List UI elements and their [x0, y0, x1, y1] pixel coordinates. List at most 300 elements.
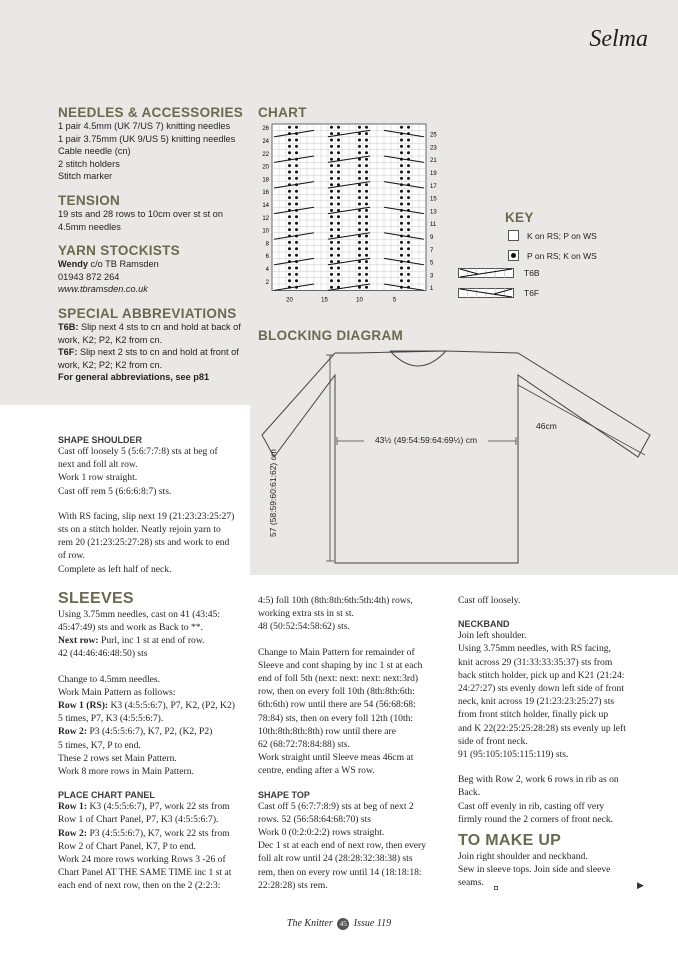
purl-dot — [330, 183, 333, 186]
text-line: row, then on every foll 10th (8th:8th:6th: — [258, 686, 415, 698]
chart-row-label: 14 — [262, 203, 269, 209]
materials-column — [58, 105, 248, 384]
purl-dot — [365, 273, 368, 276]
purl-dot — [400, 222, 403, 225]
purl-dot — [400, 196, 403, 199]
purl-dot — [295, 279, 298, 282]
purl-dot — [400, 228, 403, 231]
purl-dot — [365, 203, 368, 206]
purl-dot — [288, 145, 291, 148]
yarn-web-link[interactable]: www.tbramsden.co.uk — [58, 284, 148, 295]
next-arrow-icon: ▶ — [637, 880, 644, 890]
chart-row-label: 24 — [262, 139, 269, 145]
purl-dot — [365, 267, 368, 270]
purl-dot — [330, 126, 333, 129]
purl-dot — [337, 190, 340, 193]
purl-dot — [407, 254, 410, 257]
purl-dot — [400, 247, 403, 250]
key-label-knit: K on RS; P on WS — [527, 230, 597, 241]
tension-line: 4.5mm needles — [58, 221, 121, 232]
purl-dot — [400, 145, 403, 148]
empty-square-icon — [508, 230, 519, 241]
text-line: Sleeve and cont shaping by inc 1 st at each — [258, 659, 423, 671]
abbrev-t6b-text2: work, K2; P2, K2 from cn. — [58, 334, 163, 345]
purl-dot — [330, 171, 333, 174]
purl-dot — [358, 273, 361, 276]
chart-row-label: 23 — [430, 145, 437, 152]
text-line: With RS facing, slip next 19 (21:23:23:25:27) — [58, 510, 235, 522]
purl-dot — [288, 177, 291, 180]
instructions-column-3 — [458, 594, 658, 890]
sleeves-text-2 — [58, 673, 248, 699]
purl-dot — [295, 151, 298, 154]
shape-top-heading: SHAPE TOP — [258, 789, 310, 800]
shape-shoulder-text — [58, 445, 248, 498]
pc-row1-text2: Row 1 of Chart Panel, P7, K3 (4:5:5:6:7). — [58, 814, 219, 826]
abbrev-t6b-label: T6B: — [58, 321, 79, 332]
text-line: Dec 1 st at each end of next row, then every — [258, 840, 426, 852]
col2-text-2 — [258, 646, 453, 778]
purl-dot — [288, 164, 291, 167]
row1-text2: 5 times, P7, K3 (4:5:5:6:7). — [58, 713, 164, 725]
row1-label: Row 1 (RS): — [58, 700, 109, 712]
text-line: Using 3.75mm needles, cast on 41 (43:45: — [58, 608, 221, 620]
tension-text — [58, 208, 248, 233]
purl-dot — [407, 126, 410, 129]
text-line: neck, knit across 19 (21:23:23:25:27) sts — [458, 696, 615, 708]
purl-dot — [330, 260, 333, 263]
purl-dot — [400, 139, 403, 142]
purl-dot — [365, 126, 368, 129]
chart-row-label: 1 — [430, 286, 434, 293]
purl-dot — [407, 273, 410, 276]
purl-dot — [400, 177, 403, 180]
purl-dot — [295, 228, 298, 231]
purl-dot — [330, 215, 333, 218]
purl-dot — [330, 196, 333, 199]
purl-dot — [400, 171, 403, 174]
purl-dot — [288, 126, 291, 129]
purl-dot — [358, 267, 361, 270]
text-line: 24:27:27) sts evenly down left side of front — [458, 683, 624, 695]
text-line: foll alt row until 24 (28:28:32:38:38) sts — [258, 853, 413, 865]
next-row-text: Purl, inc 1 st at end of row. — [98, 635, 205, 647]
purl-dot — [400, 254, 403, 257]
purl-dot — [295, 203, 298, 206]
purl-dot — [358, 196, 361, 199]
sleeves-heading: SLEEVES — [58, 589, 134, 607]
purl-dot — [295, 190, 298, 193]
text-line: rem, then on every row until 14 (18:18:18: — [258, 866, 422, 878]
purl-dot — [330, 241, 333, 244]
needles-line: 2 stitch holders — [58, 158, 120, 169]
purl-dot — [358, 164, 361, 167]
text-line: Cast off rem 5 (6:6:6:8:7) sts. — [58, 485, 172, 497]
row1-text: K3 (4:5:5:6:7), P7, K2, (P2, K2) — [108, 700, 235, 712]
purl-dot — [358, 203, 361, 206]
chart-row-label: 2 — [265, 279, 269, 286]
purl-dot — [400, 267, 403, 270]
purl-dot — [337, 254, 340, 257]
purl-dot — [295, 164, 298, 167]
text-line: from front stitch holder, finally pick up — [458, 709, 609, 721]
yarn-phone: 01943 872 264 — [58, 271, 120, 282]
purl-dot — [330, 151, 333, 154]
purl-dot — [288, 267, 291, 270]
chart-row-label: 21 — [430, 158, 437, 165]
purl-dot — [365, 151, 368, 154]
purl-dot — [288, 254, 291, 257]
purl-dot — [295, 171, 298, 174]
purl-dot — [407, 267, 410, 270]
text-line: These 2 rows set Main Pattern. — [58, 752, 177, 764]
length-label: 57 (58:59:60:61:62) cm — [268, 449, 278, 537]
key-label-t6f: T6F — [524, 288, 540, 298]
purl-dot — [400, 215, 403, 218]
purl-dot — [365, 139, 368, 142]
pc-row1-label: Row 1: — [58, 801, 88, 813]
sleeve-label: 46cm — [536, 421, 557, 431]
purl-dot — [330, 139, 333, 142]
yarn-brand: Wendy — [58, 259, 88, 270]
next-row — [58, 634, 248, 647]
neckband-text-2 — [458, 773, 658, 826]
pc-row2-label: Row 2: — [58, 827, 88, 839]
chart-row-label: 26 — [262, 126, 269, 133]
text-line: Work 24 more rows working Rows 3 -26 of — [58, 854, 226, 866]
key-item-t6b — [458, 268, 540, 278]
pc-row1 — [58, 800, 248, 813]
purl-dot — [400, 273, 403, 276]
purl-dot — [295, 139, 298, 142]
purl-dot — [337, 171, 340, 174]
purl-dot — [337, 228, 340, 231]
purl-dot — [400, 190, 403, 193]
needles-line: Stitch marker — [58, 171, 113, 182]
cast-off-text: Cast off loosely. — [458, 595, 521, 606]
next-row-count: 42 (44:46:46:48:50) sts — [58, 648, 148, 660]
neckband-text — [458, 629, 658, 761]
key-label-t6b: T6B — [524, 268, 540, 278]
purl-dot — [288, 139, 291, 142]
text-line: Join right shoulder and neckband. — [458, 851, 588, 863]
purl-dot — [295, 241, 298, 244]
text-line: next and foll alt row. — [58, 459, 138, 471]
purl-dot — [337, 126, 340, 129]
purl-dot — [358, 145, 361, 148]
purl-dot — [407, 241, 410, 244]
purl-dot — [288, 273, 291, 276]
purl-dot — [358, 151, 361, 154]
purl-dot — [407, 151, 410, 154]
purl-dot — [330, 247, 333, 250]
pc-row2 — [58, 827, 248, 840]
chart-row-label: 8 — [265, 241, 269, 248]
purl-dot — [358, 247, 361, 250]
make-up-text — [458, 850, 658, 890]
purl-dot — [288, 196, 291, 199]
blocking-diagram — [260, 345, 660, 575]
text-line: Beg with Row 2, work 6 rows in rib as on — [458, 774, 619, 786]
row2-label: Row 2: — [58, 726, 88, 738]
purl-dot — [365, 177, 368, 180]
purl-dot — [337, 139, 340, 142]
purl-dot — [295, 177, 298, 180]
text-line: 62 (68:72:78:84:88) sts. — [258, 739, 350, 751]
row2-text2: 5 times, K7, P to end. — [58, 739, 141, 751]
purl-dot — [295, 222, 298, 225]
purl-dot — [358, 139, 361, 142]
purl-dot — [407, 164, 410, 167]
chart-row-label: 12 — [262, 215, 269, 222]
text-line: side of front neck. — [458, 735, 528, 747]
purl-dot — [330, 267, 333, 270]
text-line: Back. — [458, 787, 481, 799]
text-line: working extra sts in st st. — [258, 608, 354, 620]
purl-dot — [365, 132, 368, 135]
purl-dot — [337, 203, 340, 206]
purl-dot — [407, 190, 410, 193]
abbrev-t6f-text: Slip next 2 sts to cn and hold at front of — [77, 347, 239, 358]
purl-dot — [365, 222, 368, 225]
chart-row-label: 9 — [430, 235, 434, 241]
shape-shoulder-heading: SHAPE SHOULDER — [58, 435, 143, 445]
text-line: knit across 29 (31:33:33:35:37) sts from — [458, 656, 613, 668]
chart-heading: CHART — [258, 105, 307, 120]
purl-dot — [288, 228, 291, 231]
needles-line: 1 pair 3.75mm (UK 9/US 5) knitting needles — [58, 133, 236, 144]
dot-square-icon — [508, 250, 519, 261]
chart-row-label: 10 — [262, 228, 269, 235]
purl-dot — [330, 145, 333, 148]
purl-dot — [330, 190, 333, 193]
purl-dot — [337, 222, 340, 225]
purl-dot — [288, 279, 291, 282]
purl-dot — [337, 241, 340, 244]
width-label: 43½ (49:54:59:64:69½) cm — [374, 435, 478, 445]
text-line: centre, ending after a WS row. — [258, 765, 375, 777]
purl-dot — [365, 171, 368, 174]
purl-dot — [330, 132, 333, 135]
purl-dot — [407, 145, 410, 148]
purl-dot — [407, 171, 410, 174]
needles-line: 1 pair 4.5mm (UK 7/US 7) knitting needles — [58, 121, 231, 131]
purl-dot — [358, 279, 361, 282]
purl-dot — [288, 247, 291, 250]
end-mark-icon: ◘ — [494, 885, 499, 892]
t6b-cable-icon — [458, 268, 514, 278]
row1 — [58, 699, 248, 712]
chart-row-label: 18 — [262, 177, 269, 184]
row2-text: P3 (4:5:5:6:7), K7, P2, (K2, P2) — [87, 726, 213, 738]
needles-list — [58, 120, 248, 183]
page-number: 45 — [337, 918, 349, 930]
purl-dot — [407, 247, 410, 250]
text-line: Using 3.75mm needles, with RS facing, — [458, 643, 611, 655]
purl-dot — [365, 228, 368, 231]
purl-dot — [358, 177, 361, 180]
text-line: Change to 4.5mm needles. — [58, 673, 161, 685]
needles-heading: NEEDLES & ACCESSORIES — [58, 105, 244, 120]
key-item-purl — [508, 250, 597, 261]
blocking-heading: BLOCKING DIAGRAM — [258, 328, 404, 343]
chart-row-label: 19 — [430, 171, 437, 177]
pattern-title: Selma — [589, 26, 648, 52]
text-line: rows. 52 (56:58:64:68:70) sts — [258, 813, 371, 825]
purl-dot — [400, 241, 403, 244]
purl-dot — [295, 273, 298, 276]
purl-dot — [295, 247, 298, 250]
chart-col-label: 15 — [321, 297, 328, 304]
text-line: 78:84) sts, then on every foll 12th (10th: — [258, 712, 414, 724]
shape-shoulder-text-2 — [58, 510, 248, 576]
purl-dot — [358, 215, 361, 218]
yarn-heading: YARN STOCKISTS — [58, 243, 180, 259]
purl-dot — [288, 151, 291, 154]
purl-dot — [330, 203, 333, 206]
abbrev-general[interactable]: For general abbreviations, see p81 — [58, 372, 210, 383]
purl-dot — [330, 254, 333, 257]
purl-dot — [337, 273, 340, 276]
purl-dot — [330, 235, 333, 238]
purl-dot — [365, 158, 368, 161]
sleeves-text-3 — [58, 752, 248, 778]
yarn-brand-line — [58, 258, 248, 271]
footer-magazine: The Knitter — [286, 918, 333, 929]
needles-line: Cable needle (cn) — [58, 146, 131, 157]
purl-dot — [365, 215, 368, 218]
text-line: 6th:6th) row until there are 54 (56:68:68: — [258, 699, 416, 711]
text-line: firmly round the 2 corners of front neck. — [458, 813, 614, 825]
purl-dot — [358, 190, 361, 193]
purl-dot — [337, 164, 340, 167]
abbrev-t6f-label: T6F: — [58, 347, 78, 358]
purl-dot — [407, 228, 410, 231]
purl-dot — [365, 247, 368, 250]
purl-dot — [288, 215, 291, 218]
purl-dot — [330, 158, 333, 161]
purl-dot — [288, 190, 291, 193]
purl-dot — [330, 228, 333, 231]
pc-row2-text: P3 (4:5:5:6:7), K7, work 22 sts from — [87, 827, 230, 839]
purl-dot — [295, 254, 298, 257]
text-line: each end of next row, then on the 2 (2:2:3: — [58, 880, 221, 892]
purl-dot — [295, 126, 298, 129]
chart-row-label: 4 — [265, 267, 269, 273]
text-line: 48 (50:52:54:58:62) sts. — [258, 621, 350, 633]
chart-row-label: 5 — [430, 260, 434, 267]
purl-dot — [295, 215, 298, 218]
purl-dot — [330, 164, 333, 167]
make-up-heading: TO MAKE UP — [458, 832, 562, 850]
purl-dot — [365, 241, 368, 244]
purl-dot — [358, 241, 361, 244]
purl-dot — [365, 190, 368, 193]
purl-dot — [288, 241, 291, 244]
text-line: rem 20 (21:23:25:27:28) sts and work to end — [58, 537, 230, 549]
purl-dot — [400, 203, 403, 206]
purl-dot — [288, 171, 291, 174]
purl-dot — [358, 126, 361, 129]
text-line: Work straight until Sleeve meas 46cm at — [258, 752, 414, 764]
text-line: Work 1 row straight. — [58, 472, 138, 484]
text-line: Chart Panel AT THE SAME TIME inc 1 st at — [58, 867, 232, 879]
place-chart-text — [58, 853, 248, 893]
chart-col-label: 5 — [392, 297, 397, 304]
purl-dot — [365, 235, 368, 238]
chart-row-label: 25 — [430, 132, 437, 139]
text-line: Cast off 5 (6:7:7:8:9) sts at beg of next 2 — [258, 800, 414, 812]
purl-dot — [407, 196, 410, 199]
purl-dot — [407, 139, 410, 142]
text-line: Complete as left half of neck. — [58, 563, 172, 575]
footer-issue: Issue 119 — [353, 918, 392, 929]
purl-dot — [330, 222, 333, 225]
purl-dot — [365, 260, 368, 263]
text-line: 45:47:49) sts and work as Back to **. — [58, 622, 203, 634]
purl-dot — [330, 209, 333, 212]
abbrev-heading: SPECIAL ABBREVIATIONS — [58, 305, 237, 321]
tension-line: 19 sts and 28 rows to 10cm over st st on — [58, 208, 223, 219]
yarn-brand-rest: c/o TB Ramsden — [87, 259, 159, 270]
abbrev-t6f-text2: work, K2; P2; K2 from cn. — [58, 359, 163, 370]
text-line: sts on a stitch holder. Neatly rejoin yarn to — [58, 524, 221, 536]
purl-dot — [358, 228, 361, 231]
purl-dot — [365, 196, 368, 199]
text-line: 91 (95:105:105:115:119) sts. — [458, 749, 569, 761]
text-line: Cast off loosely 5 (5:6:7:7:8) sts at beg of — [58, 446, 218, 457]
chart-row-label: 15 — [430, 196, 437, 203]
purl-dot — [295, 145, 298, 148]
purl-dot — [358, 222, 361, 225]
text-line: 10th:8th:8th:8th) row until there are — [258, 725, 397, 737]
purl-dot — [358, 254, 361, 257]
text-line: Work Main Pattern as follows: — [58, 686, 176, 698]
purl-dot — [365, 183, 368, 186]
place-chart-heading: PLACE CHART PANEL — [58, 790, 155, 801]
shape-top-text — [258, 800, 453, 892]
purl-dot — [407, 203, 410, 206]
text-line: Change to Main Pattern for remainder of — [258, 646, 415, 658]
purl-dot — [365, 164, 368, 167]
text-line: 4:5) foll 10th (8th:8th:6th:5th:4th) rows, — [258, 595, 413, 606]
cable-chart — [256, 120, 446, 320]
pc-row2-text2: Row 2 of Chart Panel, K7, P to end. — [58, 840, 196, 852]
purl-dot — [400, 151, 403, 154]
purl-dot — [288, 203, 291, 206]
abbrev-t6b-text: Slip next 4 sts to cn and hold at back of — [78, 321, 241, 332]
text-line: Sew in sleeve tops. Join side and sleeve — [458, 864, 611, 876]
page-footer — [0, 918, 678, 930]
tension-heading: TENSION — [58, 192, 121, 208]
neckband-heading: NECKBAND — [458, 619, 510, 630]
purl-dot — [288, 222, 291, 225]
purl-dot — [365, 145, 368, 148]
purl-dot — [407, 215, 410, 218]
chart-row-label: 7 — [430, 247, 434, 254]
next-row-label: Next row: — [58, 635, 99, 647]
chart-row-label: 22 — [262, 151, 269, 158]
purl-dot — [330, 177, 333, 180]
text-line: back stitch holder, pick up and K21 (21:24: — [458, 669, 625, 681]
text-line: 22:28:28) sts rem. — [258, 879, 328, 891]
abbrev-t6b — [58, 321, 248, 334]
chart-row-label: 11 — [430, 222, 437, 229]
text-line: Work 0 (0:2:0:2:2) rows straight. — [258, 827, 385, 839]
purl-dot — [337, 279, 340, 282]
purl-dot — [337, 196, 340, 199]
purl-dot — [337, 177, 340, 180]
